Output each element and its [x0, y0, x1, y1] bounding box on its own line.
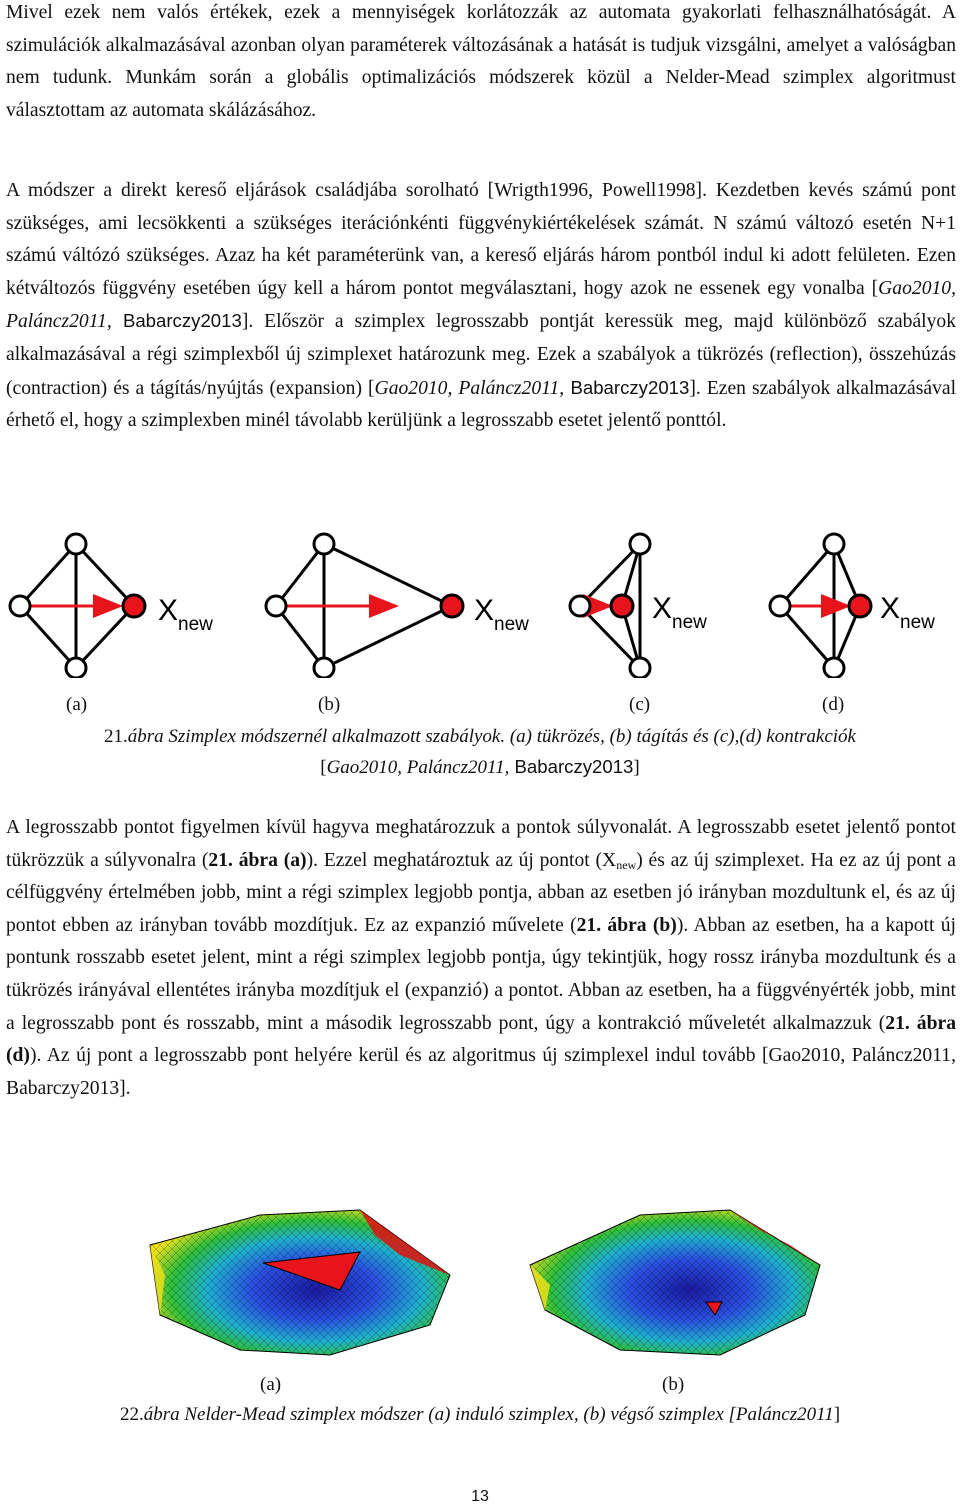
- caption-citation: Gao2010, Paláncz2011,: [326, 757, 510, 778]
- xnew-label: $X_{new}$: [158, 594, 213, 635]
- figure-22-label-b: (b): [662, 1374, 685, 1395]
- caption-citation-author: Babarczy2013: [509, 756, 634, 777]
- figure-21-label-b: (b): [318, 694, 341, 715]
- simplex-diagram-a: [10, 534, 213, 678]
- figure-22-label-a: (a): [260, 1374, 282, 1395]
- figure-ref: 21. ábra (b): [576, 914, 677, 936]
- new-point-marker: [123, 595, 145, 617]
- caption-bracket: [: [320, 757, 327, 778]
- simplex-diagram-b: [266, 534, 529, 678]
- xnew-label: $X_{new}$: [474, 594, 529, 635]
- caption-bracket: ]: [633, 757, 640, 778]
- paragraph-3-text-d: ). Abban az esetben, ha a kapott új pontunk rosszabb esetet jelent, mint a régi szimplex legjobb pontja, úgy tekintjük, hogy rossz irányba mozdultunk és a tükrözés irányával ellentétes irányba mozdítjuk el (expanzió) a pontot. Abban az esetben, ha a függvényérték jobb, mint a legrosszabb pont és rosszabb, mint a második legrosszabb pont, úgy a kontrakció műveletét alkalmazzuk (: [6, 914, 956, 1034]
- figure-22-surfaces: [0, 1205, 960, 1365]
- figure-21-label-c: (c): [629, 694, 651, 715]
- figure-21-caption: [0, 722, 960, 783]
- figure-21-diagrams: [0, 528, 960, 678]
- paragraph-3: [6, 812, 956, 1105]
- simplex-diagram-c: [570, 534, 707, 678]
- paragraph-2-text-a: A módszer a direkt kereső eljárások családjába sorolható [Wrigth1996, Powell1998]. Kezdetben kevés számú pont szükséges, ami lecsökkenti a szükséges iterációnkénti függvénykiértékelések számát. N számú változó esetén N+1 számú váltózó szükséges. Azaz ha két paraméterünk van, a kereső eljárás három pontból indul ki adott felületen. Ezen kétváltozós függvény esetében úgy kell a három pontot megválasztani, hogy azok ne essenek egy vonalba [: [6, 180, 956, 299]
- new-point-marker: [611, 595, 633, 617]
- xnew-label: $X_{new}$: [880, 592, 935, 633]
- citation-author: Babarczy2013: [111, 310, 242, 332]
- paragraph-3-text-a: A legrosszabb pontot figyelmen kívül hagyva meghatározzuk a pontok súlyvonalát. A legrosszabb esetet jelentő pontot tükrözzük a súlyvonalra (: [6, 817, 956, 871]
- surface-plot-b: [530, 1210, 820, 1355]
- paragraph-3-text-b: ). Ezzel meghatároztuk az új pontot (X: [306, 849, 617, 871]
- figure-ref: 21. ábra (a): [208, 849, 307, 871]
- surface-plot-a: [150, 1210, 450, 1355]
- caption-text: ábra Szimplex módszernél alkalmazott szabályok. (a) tükrözés, (b) tágítás és (c),(d) kontrakciók: [127, 726, 856, 747]
- caption-bracket: ]: [833, 1404, 841, 1425]
- caption-text: ábra Nelder-Mead szimplex módszer (a) induló szimplex, (b) végső szimplex [Paláncz2011: [143, 1404, 834, 1425]
- paragraph-1-text: Mivel ezek nem valós értékek, ezek a mennyiségek korlátozzák az automata gyakorlati felhasználhatóságát. A szimulációk alkalmazásával azonban olyan paraméterek változásának a hatását is tudjuk vizsgálni, amelyet a valóságban nem tudunk. Munkám során a globális optimalizációs módszerek közül a Nelder-Mead szimplex algoritmust választottam az automata skálázásához.: [6, 2, 956, 121]
- figure-ref: 21. ábra (d): [6, 1012, 956, 1067]
- xnew-label: $X_{new}$: [652, 592, 707, 633]
- figure-21-label-d: (d): [822, 694, 845, 715]
- new-point-marker: [441, 595, 463, 617]
- paragraph-3-text-e: ). Az új pont a legrosszabb pont helyére kerül és az algoritmus új szimplexel indul tovább [Gao2010, Paláncz2011, Babarczy2013].: [6, 1045, 956, 1099]
- paragraph-2-text-c: ]. Ezen szabályok alkalmazásával érhető el, hogy a szimplexben minél távolabb kerüljünk a legrosszabb esetet jelentő ponttól.: [6, 377, 957, 432]
- simplex-diagram-d: [770, 534, 935, 678]
- citation-italic: Gao2010, Paláncz2011,: [374, 377, 565, 399]
- paragraph-1: [6, 0, 956, 127]
- citation-author: Babarczy2013: [564, 376, 690, 398]
- paragraph-2: [6, 175, 956, 438]
- caption-number: 22.: [119, 1404, 144, 1425]
- new-point-marker: [849, 595, 871, 617]
- page-number: 13: [471, 1488, 489, 1505]
- subscript-new: new: [616, 857, 637, 872]
- citation-italic: Gao2010, Paláncz2011,: [6, 277, 956, 333]
- paragraph-3-text-c: ) és az új szimplexet. Ha ez az új pont a célfüggvény értelmében jobb, mint a régi szimplex legjobb pontja, abban az esetben jó irányban mozdultunk el, és az új pontot ebben az irányban tovább mozdítjuk. Ez az expanzió művelete (: [6, 849, 956, 936]
- caption-number: 21.: [104, 726, 128, 747]
- paragraph-2-text-b: ]. Először a szimplex legrosszabb pontját keressük meg, majd különböző szabályok alkalmazásával a régi szimplexből új szimplexet határozunk meg. Ezek a szabályok a tükrözés (reflection), összehúzás (contraction) és a tágítás/nyújtás (expansion) [: [6, 311, 957, 399]
- figure-21-label-a: (a): [66, 694, 88, 715]
- figure-22-caption: [0, 1400, 960, 1430]
